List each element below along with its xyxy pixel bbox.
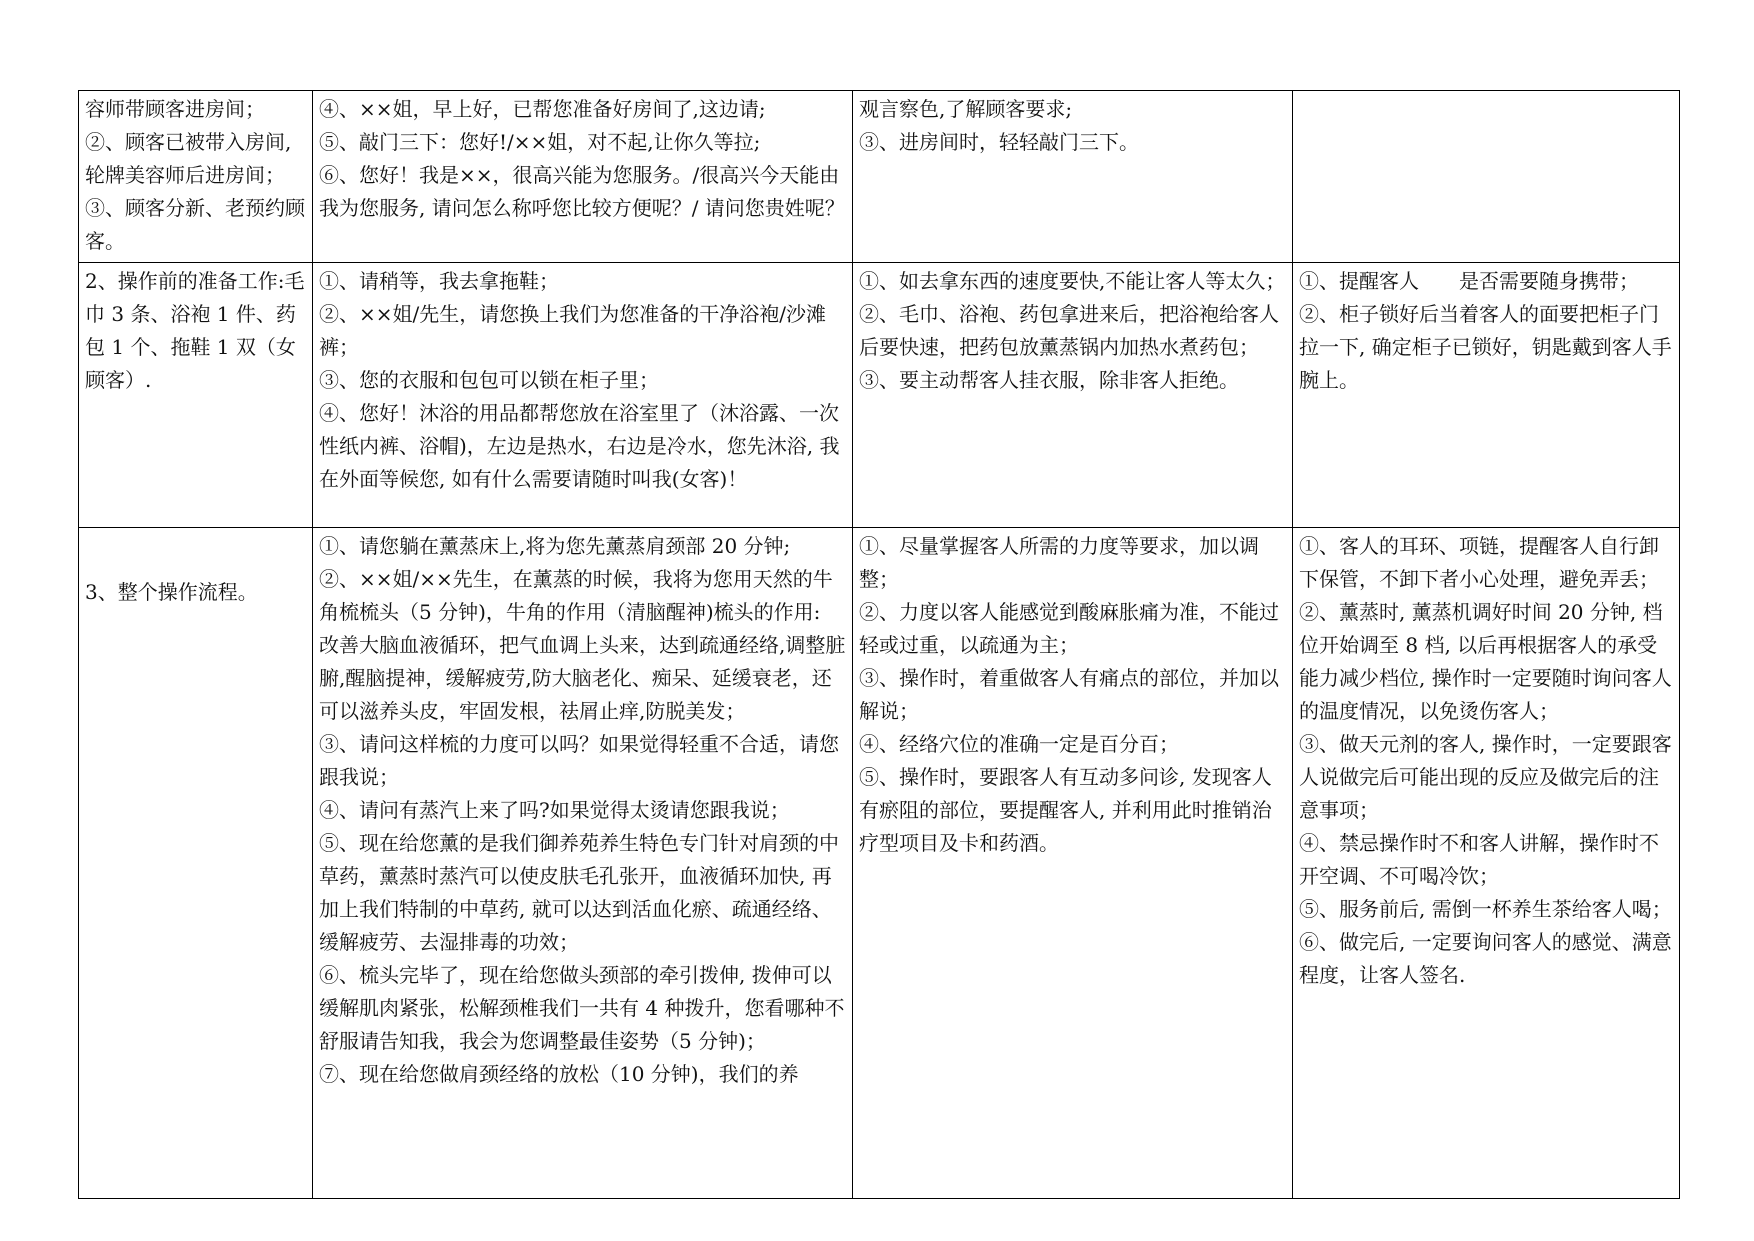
cell-text: ③、请问这样梳的力度可以吗？如果觉得轻重不合适，请您跟我说；	[319, 732, 839, 789]
cell-text: ④、××姐，早上好，已帮您准备好房间了,这边请;	[319, 97, 766, 121]
cell-text: ⑦、现在给您做肩颈经络的放松（10 分钟)，我们的养	[319, 1062, 799, 1086]
cell-text: 容师带顾客进房间；	[85, 97, 265, 121]
cell-text: ②、柜子锁好后当着客人的面要把柜子门拉一下, 确定柜子已锁好，钥匙戴到客人手腕上。	[1299, 302, 1672, 392]
cell-text: ④、您好！沐浴的用品都帮您放在浴室里了（沐浴露、一次性纸内裤、浴帽)，左边是热水，右边是冷水，您先沐浴, 我在外面等候您, 如有什么需要请随时叫我(女客)！	[319, 401, 840, 491]
step-cell	[79, 528, 313, 1199]
cell-text: ⑤、服务前后, 需倒一杯养生茶给客人喝；	[1299, 897, 1672, 921]
key-points-cell	[853, 91, 1293, 263]
key-points-cell	[853, 528, 1293, 1199]
cell-text: ⑥、梳头完毕了，现在给您做头颈部的牵引拨伸, 拨伸可以缓解肌肉紧张，松解颈椎我们一共有 4 种拨升，您看哪种不舒服请告知我，我会为您调整最佳姿势（5 分钟)；	[319, 963, 845, 1053]
cell-text: ①、请您躺在薰蒸床上,将为您先薰蒸肩颈部 20 分钟;	[319, 534, 791, 558]
table-row	[79, 528, 1680, 1199]
cell-text: ①、请稍等，我去拿拖鞋；	[319, 269, 559, 293]
notes-cell	[1293, 91, 1680, 263]
cell-text: ②、薰蒸时, 薰蒸机调好时间 20 分钟, 档位开始调至 8 档, 以后再根据客人的承受能力减少档位, 操作时一定要随时询问客人的温度情况，以免烫伤客人；	[1299, 600, 1672, 723]
cell-text: ③、进房间时，轻轻敲门三下。	[859, 130, 1139, 154]
cell-text: ③、您的衣服和包包可以锁在柜子里；	[319, 368, 659, 392]
cell-text: 2、操作前的准备工作:毛巾 3 条、浴袍 1 件、药包 1 个、拖鞋 1 双（女顾客）.	[85, 269, 305, 392]
notes-cell	[1293, 528, 1680, 1199]
script-cell	[313, 263, 853, 528]
script-cell	[313, 528, 853, 1199]
cell-text: ①、尽量掌握客人所需的力度等要求，加以调整；	[859, 534, 1259, 591]
step-cell	[79, 91, 313, 263]
cell-text: ⑤、现在给您薰的是我们御养苑养生特色专门针对肩颈的中草药，薰蒸时蒸汽可以使皮肤毛孔张开，血液循环加快, 再加上我们特制的中草药, 就可以达到活血化瘀、疏通经络、缓解疲劳、去湿排毒的功效；	[319, 831, 839, 954]
cell-text: ②、××姐/先生，请您换上我们为您准备的干净浴袍/沙滩裤；	[319, 302, 826, 359]
cell-text: ⑥、您好！我是××，很高兴能为您服务。/很高兴今天能由我为您服务, 请问怎么称呼您比较方便呢？/ 请问您贵姓呢？	[319, 163, 845, 220]
cell-text: ①、如去拿东西的速度要快,不能让客人等太久；	[859, 269, 1286, 293]
cell-text: ①、客人的耳环、项链，提醒客人自行卸下保管，不卸下者小心处理，避免弄丢；	[1299, 534, 1659, 591]
script-cell	[313, 91, 853, 263]
cell-text: ⑥、做完后, 一定要询问客人的感觉、满意程度，让客人签名.	[1299, 930, 1672, 987]
cell-text: ②、顾客已被带入房间,轮牌美容师后进房间；	[85, 130, 292, 187]
table-row	[79, 91, 1680, 263]
cell-text: ⑤、敲门三下：您好!/××姐，对不起,让你久等拉;	[319, 130, 761, 154]
cell-text: ④、禁忌操作时不和客人讲解，操作时不开空调、不可喝冷饮；	[1299, 831, 1659, 888]
cell-text: ③、要主动帮客人挂衣服，除非客人拒绝。	[859, 368, 1239, 392]
cell-text: ③、操作时，着重做客人有痛点的部位，并加以解说；	[859, 666, 1279, 723]
table-row	[79, 263, 1680, 528]
cell-text: 3、整个操作流程。	[85, 580, 258, 604]
cell-text: ②、毛巾、浴袍、药包拿进来后，把浴袍给客人后要快速，把药包放薰蒸锅内加热水煮药包；	[859, 302, 1279, 359]
cell-text: ②、力度以客人能感觉到酸麻胀痛为准，不能过轻或过重，以疏通为主；	[859, 600, 1279, 657]
cell-text: ①、提醒客人 是否需要随身携带；	[1299, 269, 1639, 293]
cell-text: ④、请问有蒸汽上来了吗?如果觉得太烫请您跟我说；	[319, 798, 790, 822]
cell-text: ④、经络穴位的准确一定是百分百；	[859, 732, 1179, 756]
cell-text: ③、顾客分新、老预约顾客。	[85, 196, 305, 253]
cell-text: ③、做天元剂的客人, 操作时，一定要跟客人说做完后可能出现的反应及做完后的注意事项；	[1299, 732, 1672, 822]
step-cell	[79, 263, 313, 528]
cell-text: ⑤、操作时，要跟客人有互动多问诊, 发现客人有瘀阻的部位，要提醒客人, 并利用此时推销治疗型项目及卡和药酒。	[859, 765, 1272, 855]
cell-text: ②、××姐/××先生，在薰蒸的时候，我将为您用天然的牛角梳梳头（5 分钟)，牛角的作用（清脑醒神)梳头的作用: 改善大脑血液循环，把气血调上头来，达到疏通经络,调整脏腑,醒脑提神，缓解疲劳,防大脑老化、痴呆、延缓衰老，还可以滋养头皮，牢固发根，祛屑止痒,防脱美发；	[319, 567, 846, 723]
notes-cell	[1293, 263, 1680, 528]
cell-text: 观言察色,了解顾客要求;	[859, 97, 1073, 121]
service-procedure-table	[78, 90, 1680, 1199]
key-points-cell	[853, 263, 1293, 528]
